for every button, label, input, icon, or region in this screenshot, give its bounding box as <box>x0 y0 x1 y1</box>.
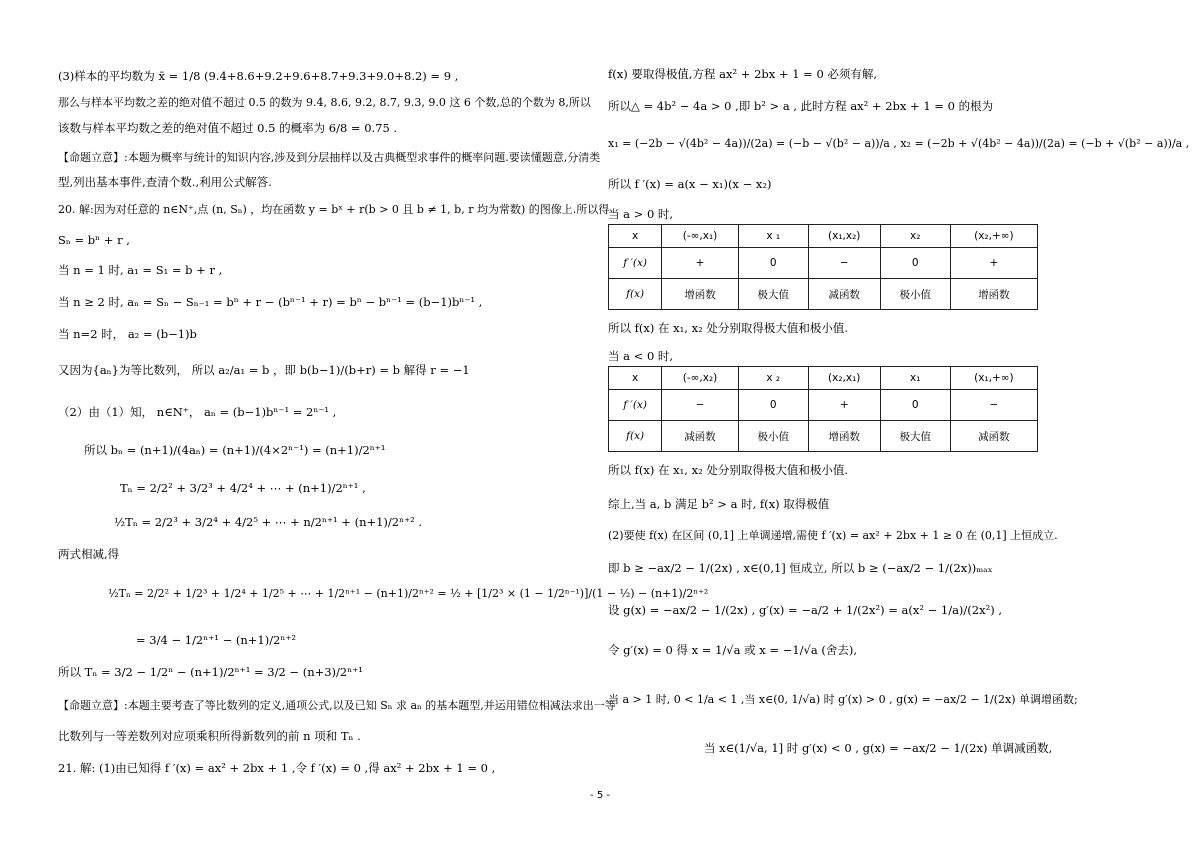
table-cell: x <box>609 225 662 248</box>
text-line: 所以 bₙ = (n+1)/(4aₙ) = (n+1)/(4×2ⁿ⁻¹) = (n+1)/2ⁿ⁺¹ <box>84 443 386 457</box>
text-line: 当 n ≥ 2 时, aₙ = Sₙ − Sₙ₋₁ = bⁿ + r − (bⁿ⁻¹ + r) = bⁿ − bⁿ⁻¹ = (b−1)bⁿ⁻¹ , <box>58 295 483 309</box>
text-line: (3)样本的平均数为 x̄ = 1/8 (9.4+8.6+9.2+9.6+8.7+9.3+9.0+8.2) = 9 , <box>58 69 459 83</box>
table-cell: (x₁,x₂) <box>808 225 880 248</box>
table-cell: x <box>609 367 662 390</box>
text-line: 比数列与一等差数列对应项乘积所得新数列的前 n 项和 Tₙ . <box>58 729 361 743</box>
table-cell: + <box>662 248 738 279</box>
text-line: 即 b ≥ −ax/2 − 1/(2x) , x∈(0,1] 恒成立, 所以 b ≥ (−ax/2 − 1/(2x))ₘₐₓ <box>608 561 993 575</box>
table-cell: 增函数 <box>808 421 880 452</box>
text-line: 所以 f(x) 在 x₁, x₂ 处分别取得极大值和极小值. <box>608 463 848 477</box>
text-line: 当 n=2 时， a₂ = (b−1)b <box>58 327 197 341</box>
table-cell: 极大值 <box>738 279 808 310</box>
table-cell: 减函数 <box>662 421 738 452</box>
text-line: 当 n = 1 时, a₁ = S₁ = b + r , <box>58 263 223 277</box>
text-line: Sₙ = bⁿ + r , <box>58 233 130 247</box>
table-cell: 0 <box>880 248 950 279</box>
text-line: 当 a > 1 时, 0 < 1/a < 1 ,当 x∈(0, 1/√a) 时 g′(x) > 0 , g(x) = −ax/2 − 1/(2x) 单调增函数; <box>608 693 1078 706</box>
table-cell: 极小值 <box>880 279 950 310</box>
table-cell: x ₁ <box>738 225 808 248</box>
text-line: 所以 f ′(x) = a(x − x₁)(x − x₂) <box>608 177 772 191</box>
table-cell: 0 <box>738 248 808 279</box>
text-line: x₁ = (−2b − √(4b² − 4a))/(2a) = (−b − √(b² − a))/a , x₂ = (−2b + √(4b² − 4a))/(2a) = (−b + √(b² − a))/a , <box>608 137 1190 150</box>
table-cell: f(x) <box>609 279 662 310</box>
text-line: f(x) 要取得极值,方程 ax² + 2bx + 1 = 0 必须有解, <box>608 67 878 81</box>
text-line: 当 a < 0 时, <box>608 349 674 363</box>
table-cell: 0 <box>880 390 950 421</box>
table-cell: 减函数 <box>950 421 1037 452</box>
text-line: 所以 Tₙ = 3/2 − 1/2ⁿ − (n+1)/2ⁿ⁺¹ = 3/2 − (n+3)/2ⁿ⁺¹ <box>58 665 363 679</box>
table-cell: + <box>950 248 1037 279</box>
table-cell: (x₂,+∞) <box>950 225 1037 248</box>
text-line: 又因为{aₙ}为等比数列， 所以 a₂/a₁ = b ，即 b(b−1)/(b+r) = b 解得 r = −1 <box>58 363 470 377</box>
text-line: 该数与样本平均数之差的绝对值不超过 0.5 的概率为 6/8 = 0.75 . <box>58 121 398 135</box>
table-cell: 减函数 <box>808 279 880 310</box>
text-line: 【命题立意】:本题主要考查了等比数列的定义,通项公式,以及已知 Sₙ 求 aₙ 的基本题型,并运用错位相减法求出一等 <box>58 699 616 712</box>
text-line: 所以 f(x) 在 x₁, x₂ 处分别取得极大值和极小值. <box>608 321 848 335</box>
table-cell: − <box>808 248 880 279</box>
table-cell: 增函数 <box>950 279 1037 310</box>
table-cell: f ′(x) <box>609 248 662 279</box>
text-line: ½Tₙ = 2/2² + 1/2³ + 1/2⁴ + 1/2⁵ + ⋯ + 1/2ⁿ⁺¹ − (n+1)/2ⁿ⁺² = ½ + [1/2³ × (1 − 1/2ⁿ⁻¹)]/(1 − ½) − (n+1)/2ⁿ⁺² <box>108 587 709 600</box>
table-cell: f(x) <box>609 421 662 452</box>
text-line: 当 x∈(1/√a, 1] 时 g′(x) < 0 , g(x) = −ax/2 − 1/(2x) 单调减函数, <box>704 741 1053 755</box>
derivative-sign-table-a-negative <box>608 366 1038 452</box>
text-line: Tₙ = 2/2² + 3/2³ + 4/2⁴ + ⋯ + (n+1)/2ⁿ⁺¹ , <box>120 481 366 495</box>
derivative-sign-table-a-positive <box>608 224 1038 310</box>
table-cell: + <box>808 390 880 421</box>
text-line: 两式相减,得 <box>58 547 120 561</box>
text-line: 21. 解: (1)由已知得 f ′(x) = ax² + 2bx + 1 ,令 f ′(x) = 0 ,得 ax² + 2bx + 1 = 0 , <box>58 761 496 775</box>
text-line: 令 g′(x) = 0 得 x = 1/√a 或 x = −1/√a (舍去), <box>608 643 858 657</box>
table-cell: x₁ <box>880 367 950 390</box>
table-cell: (x₂,x₁) <box>808 367 880 390</box>
text-line: （2）由（1）知， n∈N⁺， aₙ = (b−1)bⁿ⁻¹ = 2ⁿ⁻¹ , <box>58 405 337 419</box>
text-line: ½Tₙ = 2/2³ + 3/2⁴ + 4/2⁵ + ⋯ + n/2ⁿ⁺¹ + (n+1)/2ⁿ⁺² . <box>114 515 423 529</box>
text-line: 型,列出基本事件,查清个数.,利用公式解答. <box>58 175 272 189</box>
page-number: - 5 - <box>590 790 610 801</box>
table-cell: 极大值 <box>880 421 950 452</box>
table-cell: f ′(x) <box>609 390 662 421</box>
text-line: 【命题立意】:本题为概率与统计的知识内容,涉及到分层抽样以及古典概型求事件的概率问题.要读懂题意,分清类 <box>58 151 601 164</box>
text-line: 设 g(x) = −ax/2 − 1/(2x) , g′(x) = −a/2 + 1/(2x²) = a(x² − 1/a)/(2x²) , <box>608 603 1002 617</box>
text-line: 综上,当 a, b 满足 b² > a 时, f(x) 取得极值 <box>608 497 830 511</box>
table-cell: − <box>950 390 1037 421</box>
table-cell: 极小值 <box>738 421 808 452</box>
table-cell: 增函数 <box>662 279 738 310</box>
text-line: 20. 解:因为对任意的 n∈N⁺,点 (n, Sₙ) ，均在函数 y = bˣ + r(b > 0 且 b ≠ 1, b, r 均为常数) 的图像上.所以得 <box>58 203 610 216</box>
text-line: 所以△ = 4b² − 4a > 0 ,即 b² > a , 此时方程 ax² + 2bx + 1 = 0 的根为 <box>608 99 994 113</box>
text-line: 当 a > 0 时, <box>608 207 674 221</box>
table-cell: (-∞,x₁) <box>662 225 738 248</box>
table-cell: 0 <box>738 390 808 421</box>
text-line: (2)要使 f(x) 在区间 (0,1] 上单调递增,需使 f ′(x) = ax² + 2bx + 1 ≥ 0 在 (0,1] 上恒成立. <box>608 529 1058 542</box>
table-cell: (-∞,x₂) <box>662 367 738 390</box>
table-cell: x ₂ <box>738 367 808 390</box>
text-line: = 3/4 − 1/2ⁿ⁺¹ − (n+1)/2ⁿ⁺² <box>136 633 297 647</box>
table-cell: x₂ <box>880 225 950 248</box>
table-cell: (x₁,+∞) <box>950 367 1037 390</box>
table-cell: − <box>662 390 738 421</box>
text-line: 那么与样本平均数之差的绝对值不超过 0.5 的数为 9.4, 8.6, 9.2, 8.7, 9.3, 9.0 这 6 个数,总的个数为 8,所以 <box>58 96 591 109</box>
